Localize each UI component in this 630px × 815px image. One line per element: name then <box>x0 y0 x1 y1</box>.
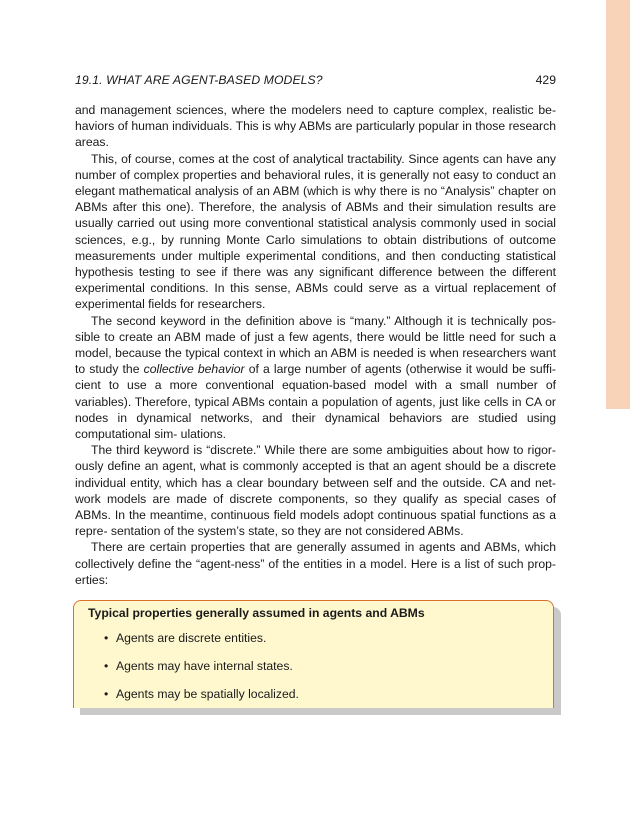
running-title: 19.1. WHAT ARE AGENT-BASED MODELS? <box>75 73 323 87</box>
text-line: and management sciences, where the modelers need to capture complex, realistic be- <box>75 103 556 117</box>
text-line: ously define an agent, what is commonly accepted is that an agent should be a discrete <box>75 459 556 474</box>
properties-box <box>73 600 554 708</box>
text-line: model, because the typical context in which an ABM is needed is when researchers want <box>75 346 556 361</box>
property-list <box>74 631 299 715</box>
text-line: individual entity, which has a clear boundary between self and the outside. CA and net- <box>75 475 556 490</box>
text-line: ulations. <box>180 427 227 442</box>
text-line: hypothesis testing to see if there was any significant difference between the different <box>75 265 556 280</box>
text-line: sciences, e.g., by running Monte Carlo simulations to obtain distributions of outcome <box>75 232 556 247</box>
list-item-text: Agents may be spatially localized. <box>116 687 299 701</box>
text-line: dynamical networks, and their dynamical behaviors are studied using computational sim- <box>75 410 557 442</box>
text-line: In the meantime, continuous field models adopt continuous spatial functions as a repre- <box>75 508 556 539</box>
running-header <box>75 73 556 91</box>
text-line: experimental fields for researchers. <box>75 297 266 312</box>
bullet-icon: • <box>104 631 109 645</box>
list-item-text: Agents may have internal states. <box>116 659 293 673</box>
list-item <box>74 687 299 715</box>
body-text <box>75 102 556 588</box>
text-line: elegant mathematical analysis of an ABM (which is why there is no “Analysis” chapter on <box>75 184 556 199</box>
text-line: haviors of human individuals. This is why ABMs are particularly popular in those research <box>75 119 556 134</box>
text-line: This, of course, comes at the cost of analytical tractability. Since agents can have any <box>91 151 556 166</box>
bullet-icon: • <box>104 687 109 701</box>
list-item-text: Agents are discrete entities. <box>116 631 267 645</box>
paragraph <box>75 102 556 151</box>
text-line: work models are made of discrete components, so they qualify as special cases of ABMs. <box>75 491 556 523</box>
text-line: areas. <box>75 135 109 150</box>
chapter-edge-tab <box>606 0 630 409</box>
box-title: Typical properties generally assumed in agents and ABMs <box>88 606 425 620</box>
list-item <box>74 631 299 659</box>
text-line: There are certain properties that are generally assumed in agents and ABMs, which <box>91 540 556 555</box>
text-line: usually carried out using more conventional statistical analysis commonly used in social <box>75 216 556 231</box>
text-line: erties: <box>75 572 109 587</box>
text-line: ABMs after this one). Therefore, the analysis of ABMs and their simulation results are <box>75 200 556 215</box>
page-number: 429 <box>535 73 556 87</box>
text-line: sentation of the system’s state, so they are not considered ABMs. <box>110 524 464 539</box>
text-line: measurements under multiple experimental conditions, and then conducting statistical <box>75 248 556 263</box>
text-line: number of complex properties and behavioral rules, it is generally not easy to conduct an <box>75 167 556 182</box>
bullet-icon: • <box>104 659 109 673</box>
paragraph <box>75 313 556 443</box>
paragraph <box>75 539 556 588</box>
text-line: cient to use a more conventional equation-based model with a small number of variables). <box>75 378 556 409</box>
text-line: to study the collective behavior of a large number of agents (otherwise it would be suffi- <box>75 362 556 377</box>
text-line: experimental conditions. In this sense, ABMs could serve as a virtual replacement of <box>75 281 556 296</box>
text-line: sible to create an ABM made of just a few agents, there would be little need for such a <box>75 329 556 344</box>
text-line: The third keyword is “discrete.” While there are some ambiguities about how to rigor- <box>91 443 556 458</box>
text-line: collectively define the “agent-ness” of the entities in a model. Here is a list of such prop- <box>75 556 556 571</box>
text-line: Therefore, typical ABMs contain a population of agents, just like cells in CA or nodes in <box>75 394 556 425</box>
paragraph <box>75 151 556 313</box>
text-line: The second keyword in the definition above is “many.” Although it is technically pos- <box>91 313 556 328</box>
list-item <box>74 659 299 687</box>
paragraph <box>75 442 556 539</box>
